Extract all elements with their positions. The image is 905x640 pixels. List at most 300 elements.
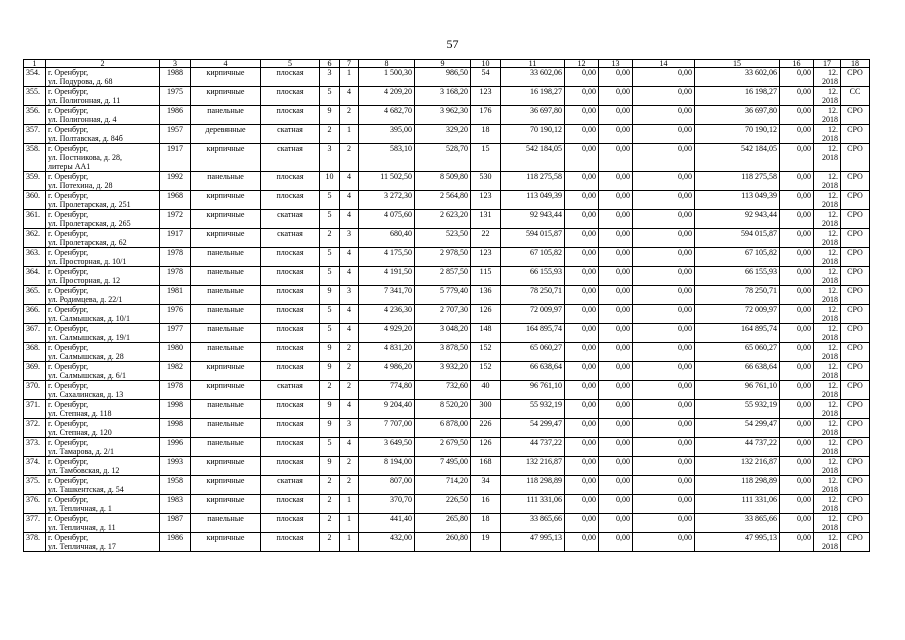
- cost-col-16: 0,00: [780, 400, 814, 419]
- wall-material: панельные: [191, 343, 261, 362]
- residential-area: 260,80: [415, 533, 471, 552]
- build-year: 1917: [160, 144, 191, 172]
- address-cell: [46, 457, 160, 476]
- column-number: 9: [415, 60, 471, 68]
- completion-year: 2018: [822, 257, 838, 266]
- address-cell: [46, 476, 160, 495]
- cost-col-12: 0,00: [565, 286, 599, 305]
- roof-type: плоская: [261, 495, 320, 514]
- cost-col-16: 0,00: [780, 144, 814, 172]
- completion-year: 2018: [822, 276, 838, 285]
- total-area: 4 986,20: [359, 362, 415, 381]
- build-year: 1992: [160, 172, 191, 191]
- residential-area: 523,50: [415, 229, 471, 248]
- address-cell: [46, 381, 160, 400]
- floors-count: 3: [320, 144, 340, 172]
- completion-month: 12.: [828, 106, 838, 115]
- build-year: 1976: [160, 305, 191, 324]
- wall-material: кирпичные: [191, 495, 261, 514]
- completion-date: [814, 495, 841, 514]
- completion-month: 12.: [828, 381, 838, 390]
- entrances-count: 4: [340, 191, 359, 210]
- cost-col-16: 0,00: [780, 514, 814, 533]
- cost-col-12: 0,00: [565, 514, 599, 533]
- cost-col-13: 0,00: [599, 68, 633, 87]
- housing-register-table: [23, 59, 870, 552]
- cost-col-12: 0,00: [565, 106, 599, 125]
- cost-col-15: 113 049,39: [695, 191, 780, 210]
- address-line: г. Оренбург,: [48, 457, 89, 466]
- cost-col-13: 0,00: [599, 191, 633, 210]
- cost-col-14: 0,00: [633, 210, 695, 229]
- residential-area: 3 168,20: [415, 87, 471, 106]
- cost-col-14: 0,00: [633, 457, 695, 476]
- funding-method: СРО: [841, 191, 870, 210]
- roof-type: скатная: [261, 210, 320, 229]
- cost-col-15: 92 943,44: [695, 210, 780, 229]
- residential-area: 265,80: [415, 514, 471, 533]
- table-row: [24, 514, 870, 533]
- completion-date: [814, 229, 841, 248]
- address-cell: [46, 267, 160, 286]
- entrances-count: 2: [340, 381, 359, 400]
- cost-col-16: 0,00: [780, 438, 814, 457]
- entrances-count: 1: [340, 495, 359, 514]
- cost-col-13: 0,00: [599, 229, 633, 248]
- completion-date: [814, 381, 841, 400]
- completion-month: 12.: [828, 419, 838, 428]
- floors-count: 2: [320, 476, 340, 495]
- completion-month: 12.: [828, 286, 838, 295]
- entrances-count: 1: [340, 514, 359, 533]
- cost-col-13: 0,00: [599, 381, 633, 400]
- roof-type: плоская: [261, 343, 320, 362]
- row-number: 368.: [24, 343, 46, 362]
- build-year: 1958: [160, 476, 191, 495]
- address-cell: [46, 438, 160, 457]
- cost-col-13: 0,00: [599, 144, 633, 172]
- completion-month: 12.: [828, 191, 838, 200]
- column-number: 5: [261, 60, 320, 68]
- total-area: 807,00: [359, 476, 415, 495]
- address-cell: [46, 210, 160, 229]
- completion-year: 2018: [822, 153, 838, 162]
- roof-type: плоская: [261, 267, 320, 286]
- total-cost: 33 602,06: [501, 68, 565, 87]
- build-year: 1968: [160, 191, 191, 210]
- table-row: [24, 229, 870, 248]
- row-number: 361.: [24, 210, 46, 229]
- residents-count: 40: [471, 381, 501, 400]
- cost-col-15: 542 184,05: [695, 144, 780, 172]
- funding-method: СРО: [841, 305, 870, 324]
- roof-type: плоская: [261, 533, 320, 552]
- table-row: [24, 248, 870, 267]
- page-number: 57: [446, 37, 459, 51]
- cost-col-15: 164 895,74: [695, 324, 780, 343]
- entrances-count: 2: [340, 343, 359, 362]
- cost-col-12: 0,00: [565, 343, 599, 362]
- total-cost: 66 638,64: [501, 362, 565, 381]
- total-cost: 118 275,58: [501, 172, 565, 191]
- cost-col-15: 65 060,27: [695, 343, 780, 362]
- floors-count: 2: [320, 533, 340, 552]
- address-line: ул. Пролетарская, д. 251: [48, 200, 131, 209]
- row-number: 372.: [24, 419, 46, 438]
- completion-year: 2018: [822, 523, 838, 532]
- address-cell: [46, 229, 160, 248]
- total-area: 432,00: [359, 533, 415, 552]
- table-row: [24, 495, 870, 514]
- table-row: [24, 400, 870, 419]
- address-line: г. Оренбург,: [48, 438, 89, 447]
- floors-count: 5: [320, 210, 340, 229]
- row-number: 359.: [24, 172, 46, 191]
- floors-count: 9: [320, 343, 340, 362]
- funding-method: СРО: [841, 229, 870, 248]
- address-cell: [46, 144, 160, 172]
- roof-type: плоская: [261, 419, 320, 438]
- entrances-count: 3: [340, 286, 359, 305]
- cost-col-12: 0,00: [565, 210, 599, 229]
- completion-date: [814, 400, 841, 419]
- table-row: [24, 324, 870, 343]
- wall-material: кирпичные: [191, 229, 261, 248]
- completion-date: [814, 106, 841, 125]
- address-line: ул. Просторная, д. 12: [48, 276, 121, 285]
- completion-month: 12.: [828, 68, 838, 77]
- cost-col-13: 0,00: [599, 324, 633, 343]
- table-row: [24, 191, 870, 210]
- address-line: г. Оренбург,: [48, 191, 89, 200]
- funding-method: СРО: [841, 419, 870, 438]
- cost-col-14: 0,00: [633, 533, 695, 552]
- total-area: 1 500,30: [359, 68, 415, 87]
- address-line: г. Оренбург,: [48, 267, 89, 276]
- completion-date: [814, 438, 841, 457]
- completion-date: [814, 514, 841, 533]
- address-line: г. Оренбург,: [48, 229, 89, 238]
- funding-method: СРО: [841, 381, 870, 400]
- address-line: г. Оренбург,: [48, 533, 89, 542]
- row-number: 356.: [24, 106, 46, 125]
- address-cell: [46, 87, 160, 106]
- residents-count: 126: [471, 305, 501, 324]
- residents-count: 152: [471, 343, 501, 362]
- cost-col-13: 0,00: [599, 286, 633, 305]
- residents-count: 148: [471, 324, 501, 343]
- completion-month: 12.: [828, 324, 838, 333]
- column-number: 12: [565, 60, 599, 68]
- address-line: ул. Пролетарская, д. 265: [48, 219, 131, 228]
- cost-col-14: 0,00: [633, 419, 695, 438]
- floors-count: 2: [320, 229, 340, 248]
- cost-col-13: 0,00: [599, 248, 633, 267]
- row-number: 366.: [24, 305, 46, 324]
- wall-material: панельные: [191, 267, 261, 286]
- column-number: 3: [160, 60, 191, 68]
- completion-date: [814, 267, 841, 286]
- row-number: 354.: [24, 68, 46, 87]
- cost-col-12: 0,00: [565, 438, 599, 457]
- wall-material: кирпичные: [191, 533, 261, 552]
- cost-col-15: 67 105,82: [695, 248, 780, 267]
- cost-col-13: 0,00: [599, 495, 633, 514]
- total-area: 8 194,00: [359, 457, 415, 476]
- total-area: 7 341,70: [359, 286, 415, 305]
- residential-area: 8 509,80: [415, 172, 471, 191]
- roof-type: плоская: [261, 362, 320, 381]
- build-year: 1978: [160, 248, 191, 267]
- completion-month: 12.: [828, 438, 838, 447]
- total-area: 4 191,50: [359, 267, 415, 286]
- table-row: [24, 419, 870, 438]
- address-line: ул. Подурова, д. 68: [48, 77, 113, 86]
- cost-col-12: 0,00: [565, 400, 599, 419]
- table-row: [24, 533, 870, 552]
- floors-count: 5: [320, 438, 340, 457]
- row-number: 362.: [24, 229, 46, 248]
- total-area: 4 075,60: [359, 210, 415, 229]
- address-cell: [46, 343, 160, 362]
- entrances-count: 1: [340, 533, 359, 552]
- address-line: г. Оренбург,: [48, 248, 89, 257]
- address-line: г. Оренбург,: [48, 210, 89, 219]
- residents-count: 18: [471, 514, 501, 533]
- wall-material: кирпичные: [191, 476, 261, 495]
- row-number: 365.: [24, 286, 46, 305]
- row-number: 363.: [24, 248, 46, 267]
- completion-date: [814, 305, 841, 324]
- address-cell: [46, 400, 160, 419]
- cost-col-12: 0,00: [565, 144, 599, 172]
- completion-date: [814, 68, 841, 87]
- cost-col-16: 0,00: [780, 457, 814, 476]
- completion-month: 12.: [828, 87, 838, 96]
- total-cost: 47 995,13: [501, 533, 565, 552]
- cost-col-16: 0,00: [780, 362, 814, 381]
- total-cost: 72 009,97: [501, 305, 565, 324]
- column-number: 15: [695, 60, 780, 68]
- funding-method: СС: [841, 87, 870, 106]
- total-cost: 54 299,47: [501, 419, 565, 438]
- residential-area: 7 495,00: [415, 457, 471, 476]
- address-line: ул. Тамарова, д. 2/1: [48, 447, 114, 456]
- residents-count: 123: [471, 248, 501, 267]
- address-cell: [46, 248, 160, 267]
- cost-col-15: 96 761,10: [695, 381, 780, 400]
- floors-count: 10: [320, 172, 340, 191]
- build-year: 1980: [160, 343, 191, 362]
- total-area: 11 502,50: [359, 172, 415, 191]
- cost-col-15: 16 198,27: [695, 87, 780, 106]
- completion-month: 12.: [828, 400, 838, 409]
- entrances-count: 2: [340, 144, 359, 172]
- residents-count: 123: [471, 191, 501, 210]
- cost-col-12: 0,00: [565, 305, 599, 324]
- row-number: 367.: [24, 324, 46, 343]
- address-line: г. Оренбург,: [48, 381, 89, 390]
- build-year: 1982: [160, 362, 191, 381]
- wall-material: кирпичные: [191, 381, 261, 400]
- address-line: ул. Родимцева, д. 22/1: [48, 295, 123, 304]
- cost-col-15: 70 190,12: [695, 125, 780, 144]
- roof-type: плоская: [261, 324, 320, 343]
- residential-area: 5 779,40: [415, 286, 471, 305]
- cost-col-16: 0,00: [780, 495, 814, 514]
- completion-month: 12.: [828, 210, 838, 219]
- row-number: 355.: [24, 87, 46, 106]
- total-cost: 164 895,74: [501, 324, 565, 343]
- residential-area: 732,60: [415, 381, 471, 400]
- address-line: г. Оренбург,: [48, 305, 89, 314]
- funding-method: СРО: [841, 106, 870, 125]
- build-year: 1981: [160, 286, 191, 305]
- total-cost: 96 761,10: [501, 381, 565, 400]
- cost-col-16: 0,00: [780, 343, 814, 362]
- completion-month: 12.: [828, 476, 838, 485]
- residents-count: 176: [471, 106, 501, 125]
- cost-col-12: 0,00: [565, 172, 599, 191]
- floors-count: 5: [320, 267, 340, 286]
- address-line: ул. Тепличная, д. 11: [48, 523, 116, 532]
- entrances-count: 4: [340, 324, 359, 343]
- completion-year: 2018: [822, 542, 838, 551]
- row-number: 369.: [24, 362, 46, 381]
- address-line: ул. Степная, д. 118: [48, 409, 112, 418]
- completion-month: 12.: [828, 229, 838, 238]
- cost-col-13: 0,00: [599, 87, 633, 106]
- completion-year: 2018: [822, 295, 838, 304]
- residential-area: 528,70: [415, 144, 471, 172]
- funding-method: СРО: [841, 476, 870, 495]
- build-year: 1998: [160, 400, 191, 419]
- build-year: 1975: [160, 87, 191, 106]
- total-cost: 36 697,80: [501, 106, 565, 125]
- entrances-count: 2: [340, 457, 359, 476]
- cost-col-14: 0,00: [633, 495, 695, 514]
- residential-area: 2 679,50: [415, 438, 471, 457]
- wall-material: панельные: [191, 419, 261, 438]
- cost-col-14: 0,00: [633, 381, 695, 400]
- total-cost: 542 184,05: [501, 144, 565, 172]
- column-number: 10: [471, 60, 501, 68]
- total-area: 3 272,30: [359, 191, 415, 210]
- residents-count: 22: [471, 229, 501, 248]
- completion-month: 12.: [828, 457, 838, 466]
- total-cost: 67 105,82: [501, 248, 565, 267]
- cost-col-14: 0,00: [633, 106, 695, 125]
- cost-col-13: 0,00: [599, 210, 633, 229]
- funding-method: СРО: [841, 144, 870, 172]
- funding-method: СРО: [841, 400, 870, 419]
- cost-col-12: 0,00: [565, 533, 599, 552]
- floors-count: 9: [320, 400, 340, 419]
- funding-method: СРО: [841, 267, 870, 286]
- cost-col-15: 594 015,87: [695, 229, 780, 248]
- total-area: 4 175,50: [359, 248, 415, 267]
- cost-col-15: 66 638,64: [695, 362, 780, 381]
- floors-count: 9: [320, 362, 340, 381]
- total-area: 370,70: [359, 495, 415, 514]
- total-cost: 132 216,87: [501, 457, 565, 476]
- row-number: 370.: [24, 381, 46, 400]
- completion-date: [814, 210, 841, 229]
- cost-col-13: 0,00: [599, 106, 633, 125]
- cost-col-13: 0,00: [599, 419, 633, 438]
- wall-material: кирпичные: [191, 68, 261, 87]
- residential-area: 6 878,00: [415, 419, 471, 438]
- address-cell: [46, 514, 160, 533]
- build-year: 1957: [160, 125, 191, 144]
- address-line: ул. Салмышская, д. 19/1: [48, 333, 131, 342]
- column-number: 14: [633, 60, 695, 68]
- wall-material: кирпичные: [191, 457, 261, 476]
- cost-col-14: 0,00: [633, 438, 695, 457]
- cost-col-16: 0,00: [780, 210, 814, 229]
- completion-year: 2018: [822, 352, 838, 361]
- cost-col-12: 0,00: [565, 229, 599, 248]
- wall-material: панельные: [191, 172, 261, 191]
- roof-type: плоская: [261, 191, 320, 210]
- roof-type: плоская: [261, 305, 320, 324]
- address-line: ул. Салмышская, д. 10/1: [48, 314, 131, 323]
- address-line: г. Оренбург,: [48, 362, 89, 371]
- completion-year: 2018: [822, 447, 838, 456]
- cost-col-12: 0,00: [565, 324, 599, 343]
- cost-col-16: 0,00: [780, 419, 814, 438]
- address-line: г. Оренбург,: [48, 495, 89, 504]
- residents-count: 123: [471, 87, 501, 106]
- row-number: 357.: [24, 125, 46, 144]
- build-year: 1983: [160, 495, 191, 514]
- total-cost: 33 865,66: [501, 514, 565, 533]
- cost-col-14: 0,00: [633, 172, 695, 191]
- build-year: 1978: [160, 381, 191, 400]
- completion-year: 2018: [822, 504, 838, 513]
- cost-col-12: 0,00: [565, 362, 599, 381]
- table-row: [24, 172, 870, 191]
- address-cell: [46, 533, 160, 552]
- wall-material: панельные: [191, 514, 261, 533]
- roof-type: плоская: [261, 248, 320, 267]
- completion-month: 12.: [828, 172, 838, 181]
- cost-col-14: 0,00: [633, 144, 695, 172]
- residents-count: 115: [471, 267, 501, 286]
- total-area: 3 649,50: [359, 438, 415, 457]
- address-line: ул. Постникова, д. 28,: [48, 153, 122, 162]
- completion-year: 2018: [822, 77, 838, 86]
- cost-col-15: 78 250,71: [695, 286, 780, 305]
- address-line: ул. Пролетарская, д. 62: [48, 238, 127, 247]
- cost-col-13: 0,00: [599, 533, 633, 552]
- cost-col-14: 0,00: [633, 324, 695, 343]
- address-line: г. Оренбург,: [48, 324, 89, 333]
- total-area: 4 209,20: [359, 87, 415, 106]
- completion-date: [814, 362, 841, 381]
- column-number: 6: [320, 60, 340, 68]
- address-line: г. Оренбург,: [48, 514, 89, 523]
- completion-year: 2018: [822, 485, 838, 494]
- completion-date: [814, 87, 841, 106]
- address-cell: [46, 125, 160, 144]
- address-cell: [46, 419, 160, 438]
- cost-col-14: 0,00: [633, 248, 695, 267]
- total-area: 583,10: [359, 144, 415, 172]
- cost-col-13: 0,00: [599, 267, 633, 286]
- build-year: 1972: [160, 210, 191, 229]
- table-row: [24, 144, 870, 172]
